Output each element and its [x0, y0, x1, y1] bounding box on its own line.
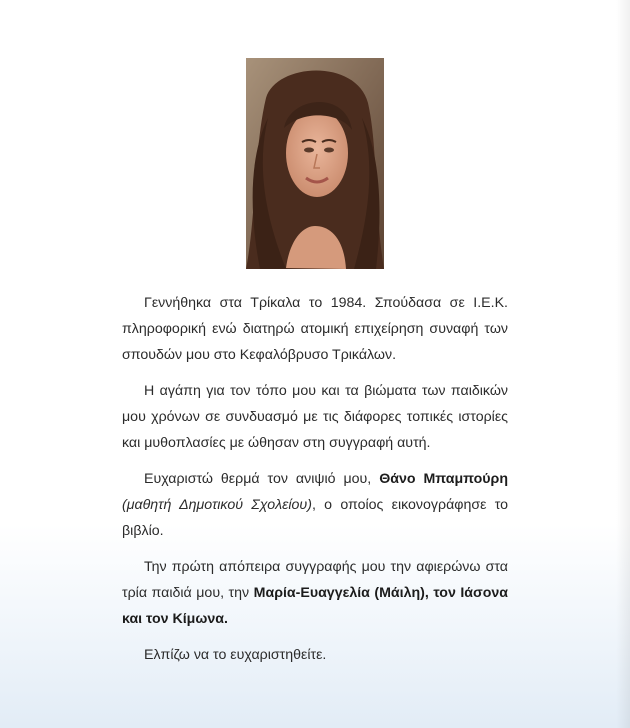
page-edge-shadow — [616, 0, 630, 728]
dedication-text: Την πρώτη απόπειρα συγγραφής μου την αφιερώνω στα τρία παιδιά μου, την — [122, 559, 508, 601]
illustrator-name: Θάνο Μπαμπούρη — [379, 471, 509, 487]
children-names: Μαρία-Ευαγγελία (Μάιλη), τον Ιάσονα και τον Κίμωνα. — [122, 585, 508, 627]
bio-paragraph-3 — [122, 466, 508, 544]
thanks-text: Ευχαριστώ θερμά τον ανιψιό μου, — [144, 471, 380, 487]
bio-paragraph-5 — [122, 642, 508, 668]
thanks-text-end: , ο οποίος εικονογράφησε το βιβλίο. — [122, 497, 509, 539]
bio-text-1: Γεννήθηκα στα Τρίκαλα το 1984. Σπούδασα σε Ι.Ε.Κ. πληροφορική ενώ διατηρώ ατομική επιχείρηση συναφή των σπουδών μου στο Κεφαλόβρυσο Τρικάλων. — [122, 295, 508, 363]
author-bio — [122, 290, 508, 678]
bio-paragraph-1 — [122, 290, 508, 368]
bio-paragraph-2 — [122, 378, 508, 456]
closing-text: Ελπίζω να το ευχαριστηθείτε. — [144, 647, 327, 663]
bio-text-2: Η αγάπη για τον τόπο μου και τα βιώματα των παιδικών μου χρόνων σε συνδυασμό με τις διάφορες τοπικές ιστορίες και μυθοπλασίες με ώθησαν στη συγγραφή αυτή. — [122, 383, 508, 451]
illustrator-note: (μαθητή Δημοτικού Σχολείου) — [122, 497, 312, 513]
bio-paragraph-4 — [122, 554, 508, 632]
author-photo — [246, 58, 384, 269]
